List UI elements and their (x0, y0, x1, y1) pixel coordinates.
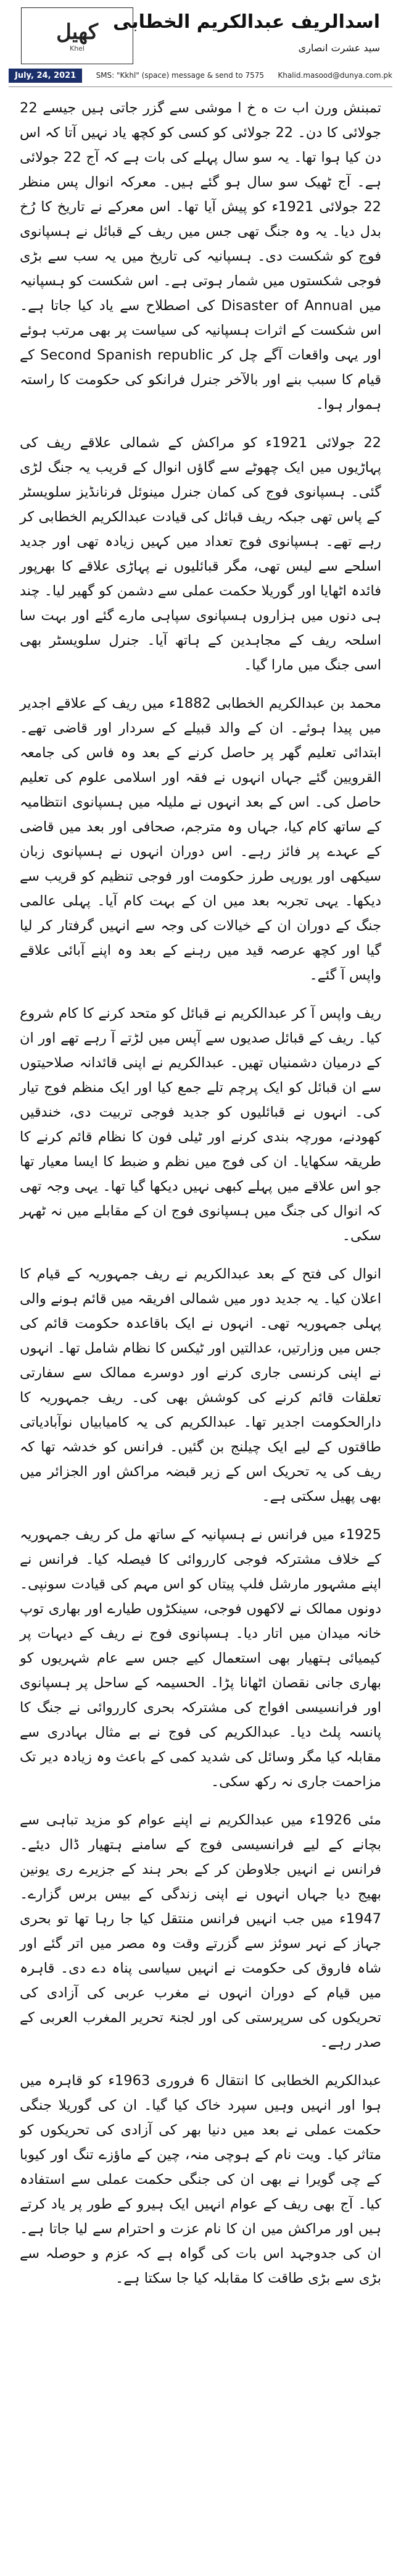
info-bar (9, 67, 392, 84)
column-title: اسدالریف عبدالکریم الخطابی (113, 11, 380, 33)
paragraph: تمبنش ورن اب ت ه خ ا موشی سے گزر جاتی ہیں جیسے 22 جولائی کا دن۔ 22 جولائی کو کسی کو کچھ یاد نہیں آتا کہ اس دن کیا ہوا تھا۔ یہ سو سال پہلے کی بات ہے کہ آج 22 جولائی ہے۔ آج ٹھیک سو سال ہو گئے ہیں۔ معرکہ انوال پس منظر 22 جولائی 1921ء کو پیش آیا تھا۔ اس معرکے نے تاریخ کا رُخ بدل دیا۔ یہ وہ جنگ تھی جس میں ریف کے قبائل نے ہسپانوی فوج کو شکست دی۔ ہسپانیہ کی تاریخ میں یہ سب سے بڑی فوجی شکستوں میں شمار ہوتی ہے۔ اس شکست کو ہسپانیہ میں Disaster of Annual کی اصطلاح سے یاد کیا جاتا ہے۔ اس شکست کے اثرات ہسپانیہ کی سیاست پر بھی مرتب ہوئے اور یہی واقعات آگے چل کر Second Spanish republic کے قیام کا سبب بنے اور بالآخر جنرل فرانکو کی حکومت کا راستہ ہموار ہوا۔ (20, 100, 381, 413)
article-body (9, 87, 392, 2291)
paragraph: انوال کی فتح کے بعد عبدالکریم نے ریف جمہوریہ کے قیام کا اعلان کیا۔ یہ جدید دور میں شمالی افریقہ میں قائم ہونے والی پہلی جمہوریہ تھی۔ انہوں نے ایک باقاعدہ حکومت قائم کی جس میں وزارتیں، عدالتیں اور ٹیکس کا نظام شامل تھا۔ انہوں نے اپنی کرنسی جاری کرنے اور دوسرے ممالک سے سفارتی تعلقات قائم کرنے کی کوشش بھی کی۔ ریف جمہوریہ کا دارالحکومت اجدیر تھا۔ عبدالکریم کی یہ کامیابیاں نوآبادیاتی طاقتوں کے لیے ایک چیلنج بن گئیں۔ فرانس کو خدشہ تھا کہ ریف کی یہ تحریک اس کے زیر قبضہ مراکش اور الجزائر میں بھی پھیل سکتی ہے۔ (20, 1266, 381, 1504)
author-name: سید عشرت انصاری (298, 42, 380, 54)
logo-text: ﮐﮭﯿﻞ (56, 19, 98, 44)
paragraph: ریف واپس آ کر عبدالکریم نے قبائل کو متحد کرنے کا کام شروع کیا۔ ریف کے قبائل صدیوں سے آپس میں لڑتے آ رہے تھے اور ان کے درمیان دشمنیاں تھیں۔ عبدالکریم نے اپنی قائدانہ صلاحیتوں سے ان قبائل کو ایک پرچم تلے جمع کیا اور ایک منظم فوج تیار کی۔ انہوں نے قبائلیوں کو جدید فوجی تربیت دی، خندقیں کھودنے، مورچہ بندی کرنے اور ٹیلی فون کا نظام قائم کرنے کا طریقہ سکھایا۔ ان کی فوج میں نظم و ضبط کا ایسا معیار تھا جو اس علاقے میں پہلے کبھی نہیں دیکھا گیا تھا۔ یہی وجہ تھی کہ انوال کی جنگ میں ہسپانوی فوج ان کے مقابلے میں نہ ٹھہر سکی۔ (20, 1005, 381, 1244)
date-badge: July, 24, 2021 (9, 69, 82, 83)
column-header (9, 0, 392, 87)
paragraph: محمد بن عبدالکریم الخطابی 1882ء میں ریف کے علاقے اجدیر میں پیدا ہوئے۔ ان کے والد قبیلے کے سردار اور قاضی تھے۔ ابتدائی تعلیم گھر پر حاصل کرنے کے بعد وہ فاس کی جامعہ القرویین گئے جہاں انہوں نے فقہ اور اسلامی علوم کی تعلیم حاصل کی۔ اس کے بعد انہوں نے ملیلہ میں ہسپانوی انتظامیہ کے ساتھ کام کیا، جہاں وہ مترجم، صحافی اور بعد میں قاضی کے عہدے پر فائز رہے۔ اس دوران انہوں نے ہسپانوی زبان سیکھی اور یورپی طرز حکومت اور فوجی تنظیم کو قریب سے دیکھا۔ یہی تجربہ بعد میں ان کے بہت کام آیا۔ پہلی عالمی جنگ کے دوران ان کے خیالات کی وجہ سے انہیں گرفتار کر لیا گیا اور کچھ عرصہ قید میں رہنے کے بعد وہ اپنے آبائی علاقے واپس آ گئے۔ (20, 695, 382, 983)
paragraph: عبدالکریم الخطابی کا انتقال 6 فروری 1963ء کو قاہرہ میں ہوا اور انہیں وہیں سپرد خاک کیا گیا۔ ان کی گوریلا جنگی حکمت عملی نے بعد میں دنیا بھر کی آزادی کی تحریکوں کو متاثر کیا۔ ویت نام کے ہوچی منہ، چین کے ماؤزے تنگ اور کیوبا کے چی گویرا نے بھی ان کی جنگی حکمت عملی سے استفادہ کیا۔ آج بھی ریف کے عوام انہیں ایک ہیرو کے طور پر یاد کرتے ہیں اور مراکش میں ان کا نام عزت و احترام سے لیا جاتا ہے۔ ان کی جدوجہد اس بات کی گواہ ہے کہ عزم و حوصلہ سے بڑی سے بڑی طاقت کا مقابلہ کیا جا سکتا ہے۔ (20, 2073, 381, 2286)
paragraph: 22 جولائی 1921ء کو مراکش کے شمالی علاقے ریف کی پہاڑیوں میں ایک چھوٹے سے گاؤں انوال کے قریب یہ جنگ لڑی گئی۔ ہسپانوی فوج کی کمان جنرل مینوئل فرنانڈیز سلویسٹر کے پاس تھی جبکہ ریف قبائل کی قیادت عبدالکریم الخطابی کر رہے تھے۔ ہسپانوی فوج تعداد میں کہیں زیادہ تھی اور جدید اسلحے سے لیس تھی، مگر قبائلیوں نے پہاڑی علاقے کا بھرپور فائدہ اٹھایا اور گوریلا حکمت عملی سے دشمن کو گھیر لیا۔ چند ہی دنوں میں ہزاروں ہسپانوی سپاہی مارے گئے اور بہت سا اسلحہ ریف کے مجاہدین کے ہاتھ آیا۔ جنرل سلویسٹر بھی اسی جنگ میں مارا گیا۔ (20, 435, 381, 673)
logo-subtitle: Khel (69, 44, 85, 52)
sms-instruction: SMS: "Kkhl" (space) message & send to 7575 (96, 71, 264, 80)
paragraph: 1925ء میں فرانس نے ہسپانیہ کے ساتھ مل کر ریف جمہوریہ کے خلاف مشترکہ فوجی کارروائی کا فیصلہ کیا۔ فرانس نے اپنے مشہور مارشل فلپ پیتاں کو اس مہم کی قیادت سونپی۔ دونوں ممالک نے لاکھوں فوجی، سینکڑوں طیارے اور بھاری توپ خانہ میدان میں اتار دیا۔ ہسپانوی فوج نے ریف کے دیہات پر کیمیائی ہتھیار بھی استعمال کیے جس سے عام شہریوں کو بھاری جانی نقصان اٹھانا پڑا۔ الحسیمہ کے ساحل پر ہسپانوی اور فرانسیسی افواج کی مشترکہ بحری کارروائی نے جنگ کا پانسہ پلٹ دیا۔ عبدالکریم کی فوج نے بے مثال بہادری سے مقابلہ کیا مگر وسائل کی شدید کمی کے باعث وہ زیادہ دیر تک مزاحمت جاری نہ رکھ سکی۔ (20, 1527, 381, 1790)
author-email[interactable]: Khalid.masood@dunya.com.pk (278, 71, 392, 80)
paragraph: مئی 1926ء میں عبدالکریم نے اپنے عوام کو مزید تباہی سے بچانے کے لیے فرانسیسی فوج کے سامنے ہتھیار ڈال دیئے۔ فرانس نے انہیں جلاوطن کر کے بحر ہند کے جزیرے ری یونین بھیج دیا جہاں انہوں نے اپنی زندگی کے بیس برس گزارے۔ 1947ء میں جب انہیں فرانس منتقل کیا جا رہا تھا تو بحری جہاز کے نہر سوئز سے گزرتے وقت وہ مصر میں اتر گئے اور شاہ فاروق کی حکومت نے انہیں سیاسی پناہ دے دی۔ قاہرہ میں قیام کے دوران انہوں نے مغرب عربی کی آزادی کی تحریکوں کی سرپرستی کی اور لجنۃ تحریر المغرب العربی کے صدر رہے۔ (20, 1812, 381, 2050)
